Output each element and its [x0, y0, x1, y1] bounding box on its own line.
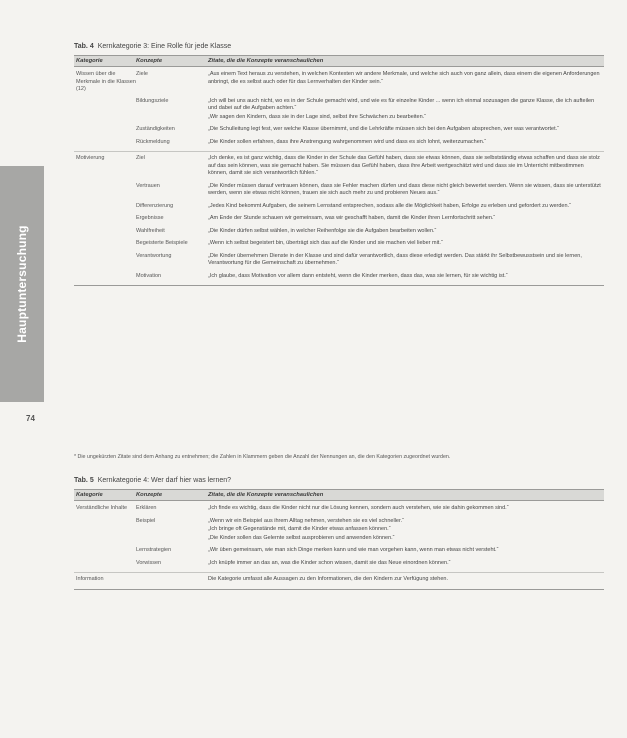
- table-4-caption: [74, 43, 604, 50]
- row-kategorie: Motivierung: [76, 155, 105, 161]
- table-row: [74, 71, 604, 94]
- row-zitate: [208, 215, 604, 224]
- quote: „Ich glaube, dass Motivation vor allem dann entsteht, wenn die Kinder merken, dass das, was sie lernen, für sie wichtig ist.“: [208, 272, 508, 279]
- table-5-bottom-rule: [74, 589, 604, 590]
- row-kategorie: Information: [76, 576, 104, 582]
- row-zitate: [208, 139, 604, 148]
- row-zitate: [208, 505, 604, 514]
- row-konzept: Ergebnisse: [136, 215, 164, 221]
- quote: „Wir sagen den Kindern, dass sie in der Lage sind, selbst ihre Schwächen zu bearbeiten.“: [208, 113, 426, 120]
- table-5: [74, 477, 604, 590]
- table-row: [74, 215, 604, 224]
- table-5-header: [74, 489, 604, 501]
- row-zitate: [208, 240, 604, 249]
- header-kategorie: Kategorie: [76, 58, 103, 64]
- row-zitate: [208, 547, 604, 556]
- chapter-side-tab-label: Hauptuntersuchung: [15, 225, 29, 343]
- table-5-title: Kernkategorie 4: Wer darf hier was lernen?: [97, 477, 232, 484]
- quote: „Die Kinder übernehmen Dienste in der Klasse und sind dafür verantwortlich, dass diese erledigt werden. Das stärkt ihr Selbstbewusstsein und sie lernen, Verantwortung für die Gemeinschaft zu übernehmen.“: [208, 252, 582, 266]
- table-5-body: [74, 505, 604, 585]
- table-row: [74, 183, 604, 199]
- table-row: [74, 151, 604, 179]
- row-kategorie: Wissen über die Merkmale in die Klassen (12): [76, 71, 136, 92]
- header-kategorie: Kategorie: [76, 492, 103, 498]
- table-row: [74, 560, 604, 569]
- row-zitate: [208, 273, 604, 282]
- table-row: [74, 505, 604, 514]
- table-4-header: [74, 55, 604, 67]
- row-konzept: Beispiel: [136, 517, 156, 524]
- quote: „Die Kinder müssen darauf vertrauen können, dass sie Fehler machen dürfen und dass diese nicht gleich bewertet werden. Wenn sie wissen, dass sie unterstützt werden, wenn sie etwas nicht können, trauen sie sich auch mehr zu und probieren Neues aus.“: [208, 182, 601, 196]
- row-zitate: [208, 518, 604, 544]
- table-5-number: Tab. 5: [74, 477, 94, 484]
- header-konzepte: Konzepte: [136, 58, 163, 64]
- quote: „Die Kinder sollen erfahren, dass ihre Anstrengung wahrgenommen wird und dass es sich lohnt, weiterzumachen.“: [208, 138, 487, 145]
- row-kategorie: Verständliche Inhalte: [76, 505, 128, 511]
- table-4-number: Tab. 4: [74, 43, 94, 50]
- row-konzept: Vorwissen: [136, 559, 162, 566]
- quote: Die Kategorie umfasst alle Aussagen zu den Informationen, die den Kindern zur Verfügung stehen.: [208, 576, 449, 582]
- table-row: [74, 572, 604, 585]
- quote: „Die Schulleitung legt fest, wer welche Klasse übernimmt, und die Lehrkräfte müssen sich bei den Aufgaben absprechen, wer was verantwortet.“: [208, 126, 559, 132]
- row-konzept: Lernstrategien: [136, 547, 172, 553]
- table-4-bottom-rule: [74, 285, 604, 286]
- row-zitate: [208, 228, 604, 237]
- table-4-body: [74, 71, 604, 281]
- row-zitate: [208, 183, 604, 199]
- row-konzept: Ziele: [136, 71, 148, 77]
- row-konzept: Erklären: [136, 505, 157, 511]
- row-zitate: [208, 126, 604, 135]
- quote: „Wir üben gemeinsam, wie man sich Dinge merken kann und wie man vorgehen kann, wenn man etwas nicht versteht.“: [208, 547, 499, 553]
- row-konzept: Wahlfreiheit: [136, 227, 165, 234]
- row-konzept: Rückmeldung: [136, 138, 170, 145]
- row-konzept: Vertrauen: [136, 182, 160, 189]
- quote: „Ich will bei uns auch nicht, wo es in der Schule gemacht wird, und wie es für einzelne Kinder ... wenn ich einmal sozusagen die ganze Klasse, die ich aufteilen und dabei auf die Aufgaben achten.“: [208, 97, 595, 111]
- table-row: [74, 273, 604, 282]
- quote: „Ich bringe oft Gegenstände mit, damit die Kinder etwas anfassen können.“: [208, 526, 391, 532]
- row-konzept: Ziel: [136, 155, 145, 161]
- row-zitate: [208, 253, 604, 269]
- table-row: [74, 228, 604, 237]
- quote: „Ich denke, es ist ganz wichtig, dass die Kinder in der Schule das Gefühl haben, dass sie etwas können, dass sie selbstständig etwas schaffen und dass sie stolz auf das sein können, was sie gemacht haben. Sie müssen das Gefühl haben, dass ihre Arbeit wertgeschätzt wird und dass sie im Unterricht mitbestimmen können, damit sie sich verantwortlich fühlen.“: [208, 155, 600, 176]
- table-row: [74, 203, 604, 212]
- quote: „Die Kinder sollen das Gelernte selbst ausprobieren und anwenden können.“: [208, 534, 395, 541]
- row-zitate: [208, 155, 604, 179]
- quote: „Am Ende der Stunde schauen wir gemeinsam, was wir geschafft haben, damit die Kinder ihren Lernfortschritt sehen.“: [208, 215, 496, 221]
- header-zitate: Zitate, die die Konzepte veranschaulichen: [208, 58, 324, 64]
- row-zitate: [208, 71, 604, 87]
- page-number: 74: [26, 414, 35, 423]
- row-zitate: [208, 576, 604, 585]
- row-zitate: [208, 203, 604, 212]
- quote: „Die Kinder dürfen selbst wählen, in welcher Reihenfolge sie die Aufgaben bearbeiten wollen.“: [208, 227, 437, 234]
- quote: „Ich knüpfe immer an das an, was die Kinder schon wissen, damit sie das Neue einordnen können.“: [208, 559, 451, 566]
- row-konzept: Verantwortung: [136, 252, 172, 259]
- table-row: [74, 98, 604, 123]
- table-row: [74, 139, 604, 148]
- row-zitate: [208, 560, 604, 569]
- row-konzept: Differenzierung: [136, 202, 174, 209]
- row-konzept: Bildungsziele: [136, 97, 169, 104]
- table-5-caption: [74, 477, 604, 484]
- table-4: [74, 43, 604, 286]
- quote: „Aus einem Text heraus zu verstehen, in welchen Kontexten wir andere Merkmale, und welche sich auch von ganz allein, dass einem die eigenen Anforderungen anbringt, die es selbst auch oder für das Lernverhalten der Kinder sein.“: [208, 71, 600, 85]
- row-zitate: [208, 98, 604, 123]
- quote: „Ich finde es wichtig, dass die Kinder nicht nur die Lösung kennen, sondern auch verstehen, wie sie dahin gekommen sind.“: [208, 505, 509, 511]
- row-konzept: Zuständigkeiten: [136, 126, 175, 132]
- table-row: [74, 126, 604, 135]
- quote: „Jedes Kind bekommt Aufgaben, die seinem Lernstand entsprechen, sodass alle die Möglichkeit haben, Erfolge zu erleben und gefordert zu werden.“: [208, 202, 571, 209]
- table-row: [74, 253, 604, 269]
- quote: „Wenn ich selbst begeistert bin, überträgt sich das auf die Kinder und sie machen viel lieber mit.“: [208, 240, 443, 246]
- quote: „Wenn wir ein Beispiel aus ihrem Alltag nehmen, verstehen sie es viel schneller.“: [208, 517, 404, 524]
- row-konzept: Begeisterte Beispiele: [136, 240, 188, 246]
- table-row: [74, 518, 604, 544]
- table-row: [74, 547, 604, 556]
- header-konzepte: Konzepte: [136, 492, 163, 498]
- table-4-footnote: * Die ungekürzten Zitate sind dem Anhang zu entnehmen; die Zahlen in Klammern geben die Anzahl der Nennungen an, die den Kategorien zugeordnet wurden.: [74, 454, 451, 460]
- table-row: [74, 240, 604, 249]
- header-zitate: Zitate, die die Konzepte veranschaulichen: [208, 492, 324, 498]
- row-konzept: Motivation: [136, 272, 162, 279]
- chapter-side-tab: [0, 166, 44, 402]
- table-4-title: Kernkategorie 3: Eine Rolle für jede Klasse: [97, 43, 232, 50]
